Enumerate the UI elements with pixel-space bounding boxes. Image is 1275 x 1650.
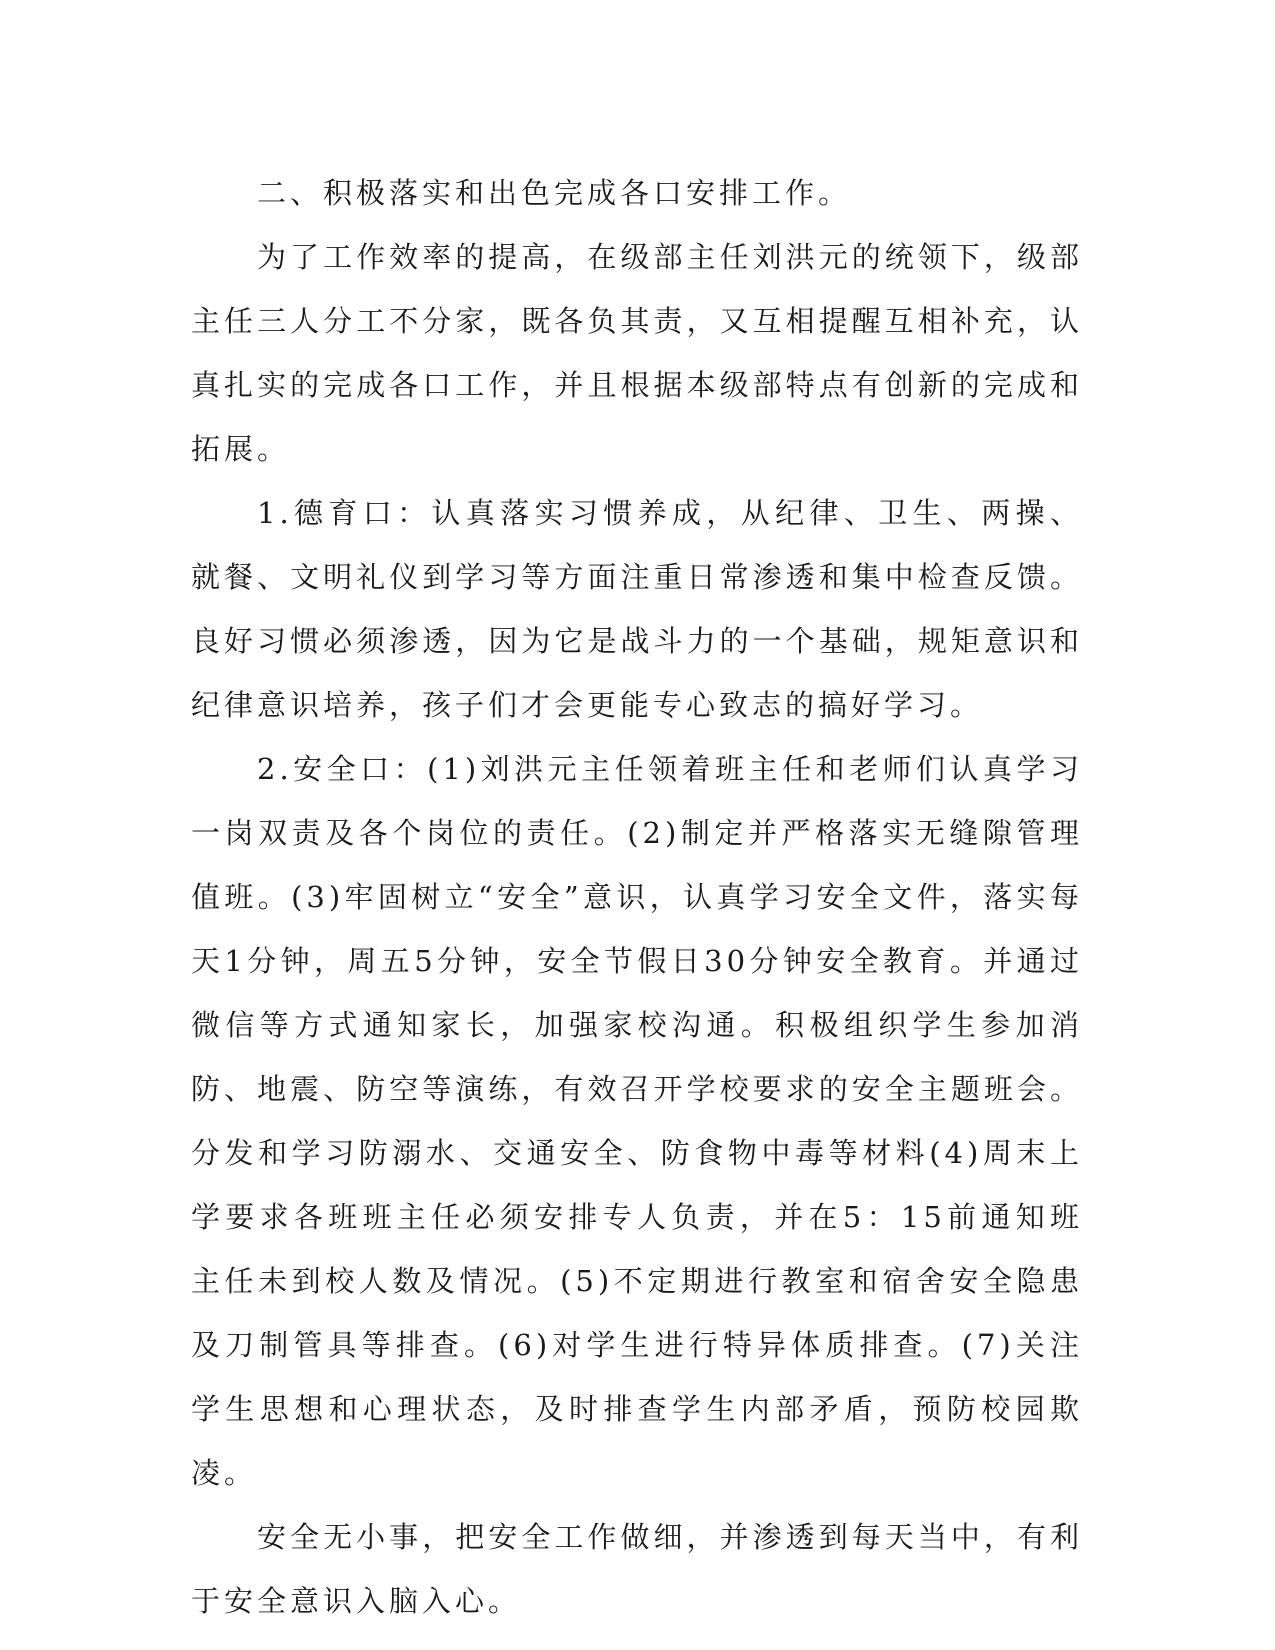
- paragraph-heading: 二、积极落实和出色完成各口安排工作。: [257, 176, 852, 210]
- paragraph-intro: 为了工作效率的提高，在级部主任刘洪元的统领下，级部主任三人分工不分家，既各负其责，又互相提醒互相补充，认真扎实的完成各口工作，并且根据本级部特点有创新的完成和拓展。: [191, 240, 1083, 466]
- paragraph-conclusion: 安全无小事，把安全工作做细，并渗透到每天当中，有利于安全意识入脑入心。: [191, 1520, 1083, 1618]
- document-body: [191, 161, 1083, 1633]
- paragraph-moral-education: 1.德育口：认真落实习惯养成，从纪律、卫生、两操、就餐、文明礼仪到学习等方面注重日常渗透和集中检查反馈。良好习惯必须渗透，因为它是战斗力的一个基础，规矩意识和纪律意识培养，孩子们才会更能专心致志的搞好学习。: [191, 496, 1083, 722]
- paragraph-safety: 2.安全口：(1)刘洪元主任领着班主任和老师们认真学习一岗双责及各个岗位的责任。(2)制定并严格落实无缝隙管理值班。(3)牢固树立“安全”意识，认真学习安全文件，落实每天1分钟，周五5分钟，安全节假日30分钟安全教育。并通过微信等方式通知家长，加强家校沟通。积极组织学生参加消防、地震、防空等演练，有效召开学校要求的安全主题班会。分发和学习防溺水、交通安全、防食物中毒等材料(4)周末上学要求各班班主任必须安排专人负责，并在5：15前通知班主任未到校人数及情况。(5)不定期进行教室和宿舍安全隐患及刀制管具等排查。(6)对学生进行特异体质排查。(7)关注学生思想和心理状态，及时排查学生内部矛盾，预防校园欺凌。: [191, 752, 1083, 1490]
